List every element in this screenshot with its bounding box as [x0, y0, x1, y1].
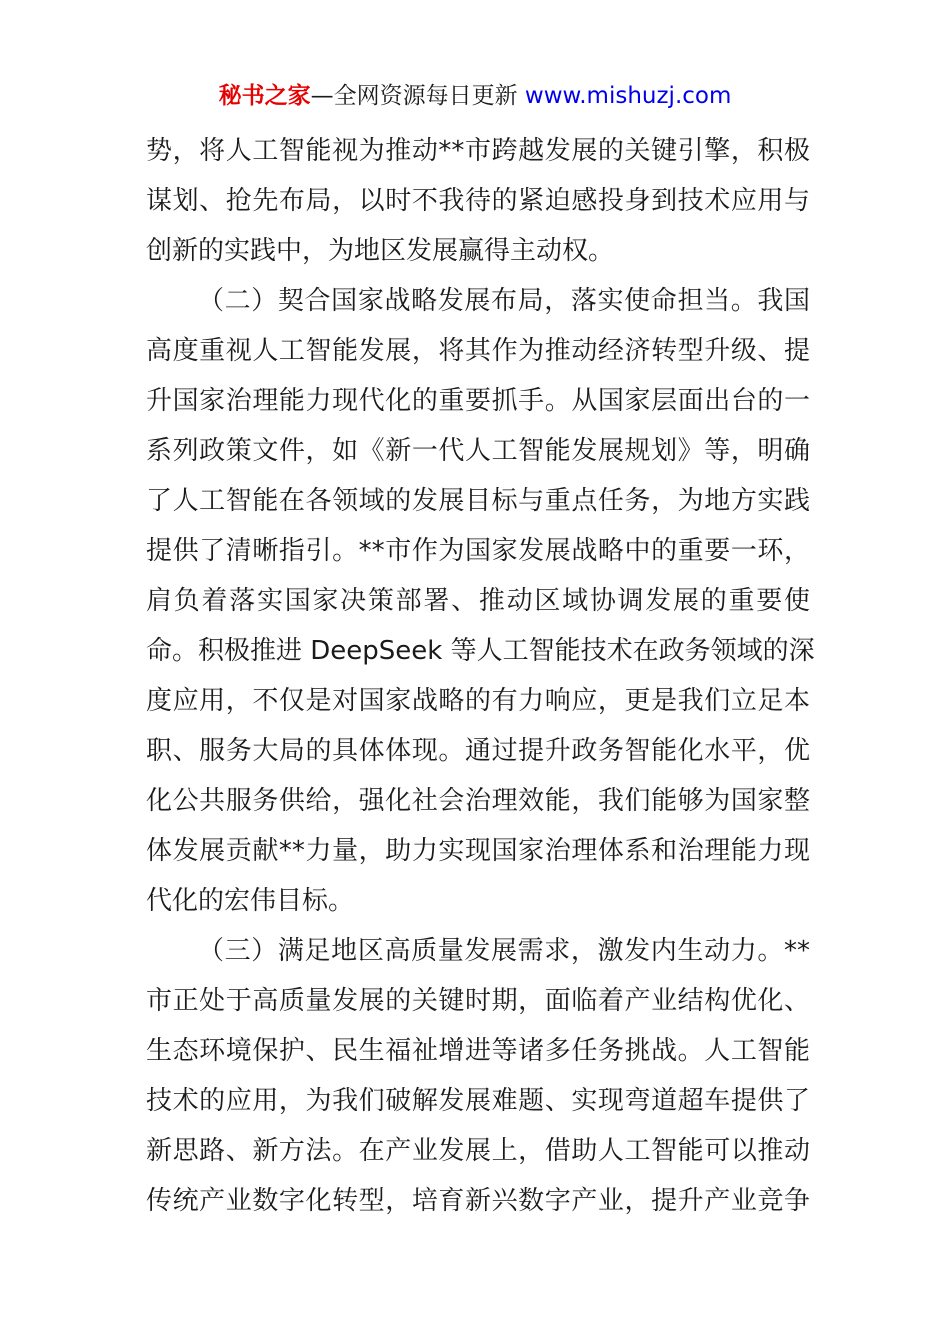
text-line: 创新的实践中，为地区发展赢得主动权。	[146, 236, 615, 266]
page-header	[0, 78, 950, 114]
brand-name: 秘书之家	[218, 83, 311, 109]
document-body	[146, 126, 815, 1226]
text-line: 了人工智能在各领域的发展目标与重点任务，为地方实践	[146, 486, 810, 516]
header-url-link[interactable]: www.mishuzj.com	[524, 83, 732, 109]
text-line: 职、服务大局的具体体现。通过提升政务智能化水平，优	[146, 736, 810, 766]
text-line: 体发展贡献**力量，助力实现国家治理体系和治理能力现	[146, 836, 810, 866]
section-heading-2-line: （二）契合国家战略发展布局，落实使命担当。我国	[198, 286, 810, 316]
text-line: 代化的宏伟目标。	[146, 886, 355, 916]
text-line: 新思路、新方法。在产业发展上，借助人工智能可以推动	[146, 1136, 810, 1166]
text-line: 谋划、抢先布局，以时不我待的紧迫感投身到技术应用与	[146, 186, 810, 216]
text-line: 升国家治理能力现代化的重要抓手。从国家层面出台的一	[146, 386, 810, 416]
text-line: 传统产业数字化转型，培育新兴数字产业，提升产业竞争	[146, 1186, 810, 1216]
text-line: 市正处于高质量发展的关键时期，面临着产业结构优化、	[146, 986, 810, 1016]
text-line: 化公共服务供给，强化社会治理效能，我们能够为国家整	[146, 786, 810, 816]
text-line: 度应用，不仅是对国家战略的有力响应，更是我们立足本	[146, 686, 810, 716]
text-line: 势，将人工智能视为推动**市跨越发展的关键引擎，积极	[146, 136, 810, 166]
text-line: 肩负着落实国家决策部署、推动区域协调发展的重要使	[146, 586, 810, 616]
text-line: 高度重视人工智能发展，将其作为推动经济转型升级、提	[146, 336, 810, 366]
text-line: 提供了清晰指引。**市作为国家发展战略中的重要一环，	[146, 536, 810, 566]
text-line: 技术的应用，为我们破解发展难题、实现弯道超车提供了	[146, 1086, 810, 1116]
text-line: 系列政策文件，如《新一代人工智能发展规划》等，明确	[146, 436, 810, 466]
text-line: 生态环境保护、民生福祉增进等诸多任务挑战。人工智能	[146, 1036, 810, 1066]
header-tagline: —全网资源每日更新	[310, 83, 525, 109]
text-line: 命。积极推进 DeepSeek 等人工智能技术在政务领域的深	[146, 636, 815, 666]
section-heading-3-line: （三）满足地区高质量发展需求，激发内生动力。**	[198, 936, 810, 966]
